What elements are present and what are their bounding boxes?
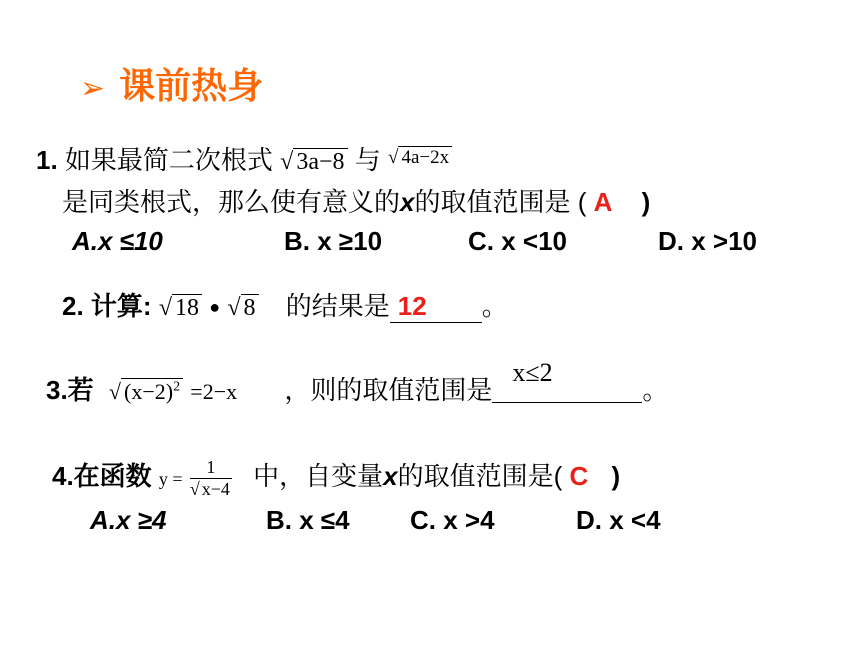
question-text: 是同类根式，那么使有意义的: [62, 187, 401, 217]
question-text: ): [611, 461, 621, 491]
radical-expression: √ $(x-2)^2$: [109, 379, 183, 405]
heading-text: 课前热身: [119, 65, 264, 106]
section-heading: [80, 58, 263, 109]
question-2: [62, 286, 508, 323]
question-text: 的结果是: [285, 291, 390, 321]
question-text: ): [641, 187, 651, 217]
question-4-line-1: [52, 456, 620, 500]
fraction: $\frac{1}{√ x-4}$: [189, 456, 230, 499]
question-text: 的取值范围是 (: [414, 187, 587, 217]
variable: x: [383, 461, 398, 491]
question-text: 。: [642, 375, 669, 405]
option-d: D. x >10: [658, 226, 758, 256]
question-text: 中，自变量: [253, 461, 384, 491]
answer-choice: C: [569, 461, 589, 491]
question-text: 与: [354, 145, 381, 175]
expression-rhs: =2−x: [190, 379, 238, 404]
option-b: B. x ≤4: [266, 505, 350, 535]
answer-value: x≤2: [512, 358, 553, 387]
option-c: C. x >4: [410, 505, 495, 535]
option-d: D. x <4: [576, 505, 661, 535]
function-y: y =: [158, 469, 183, 489]
option-b: B. x ≥10: [284, 226, 383, 256]
question-label: 3.若: [46, 375, 94, 405]
option-a: A.x ≥4: [90, 505, 167, 535]
option-a: A.x ≤10: [72, 226, 163, 256]
answer-blank: [492, 358, 642, 403]
radical-expression: √ 8: [227, 295, 258, 322]
question-text: 。: [481, 291, 508, 321]
question-text: ，则的取值范围是: [284, 375, 493, 405]
multiply-dot-icon: ●: [209, 297, 221, 317]
question-text: 的取值范围是(: [397, 461, 563, 491]
question-3: [46, 358, 669, 407]
question-1-line-1: [36, 140, 452, 177]
variable: x: [400, 187, 415, 217]
arrow-bullet-icon: ➢: [80, 72, 106, 105]
question-label: 2. 计算:: [62, 291, 152, 321]
question-1-line-2: [62, 182, 650, 219]
question-text: 如果最简二次根式: [64, 145, 273, 175]
answer-choice: A: [593, 187, 613, 217]
question-number: 1.: [36, 145, 58, 175]
answer-blank: 12: [390, 291, 482, 323]
radical-expression: √ 18: [159, 295, 202, 322]
radical-expression: √ 4a−2x: [388, 147, 452, 169]
radical-expression: √ 3a−8: [280, 149, 347, 176]
question-label: 4.在函数: [52, 461, 152, 491]
option-c: C. x <10: [468, 226, 568, 256]
